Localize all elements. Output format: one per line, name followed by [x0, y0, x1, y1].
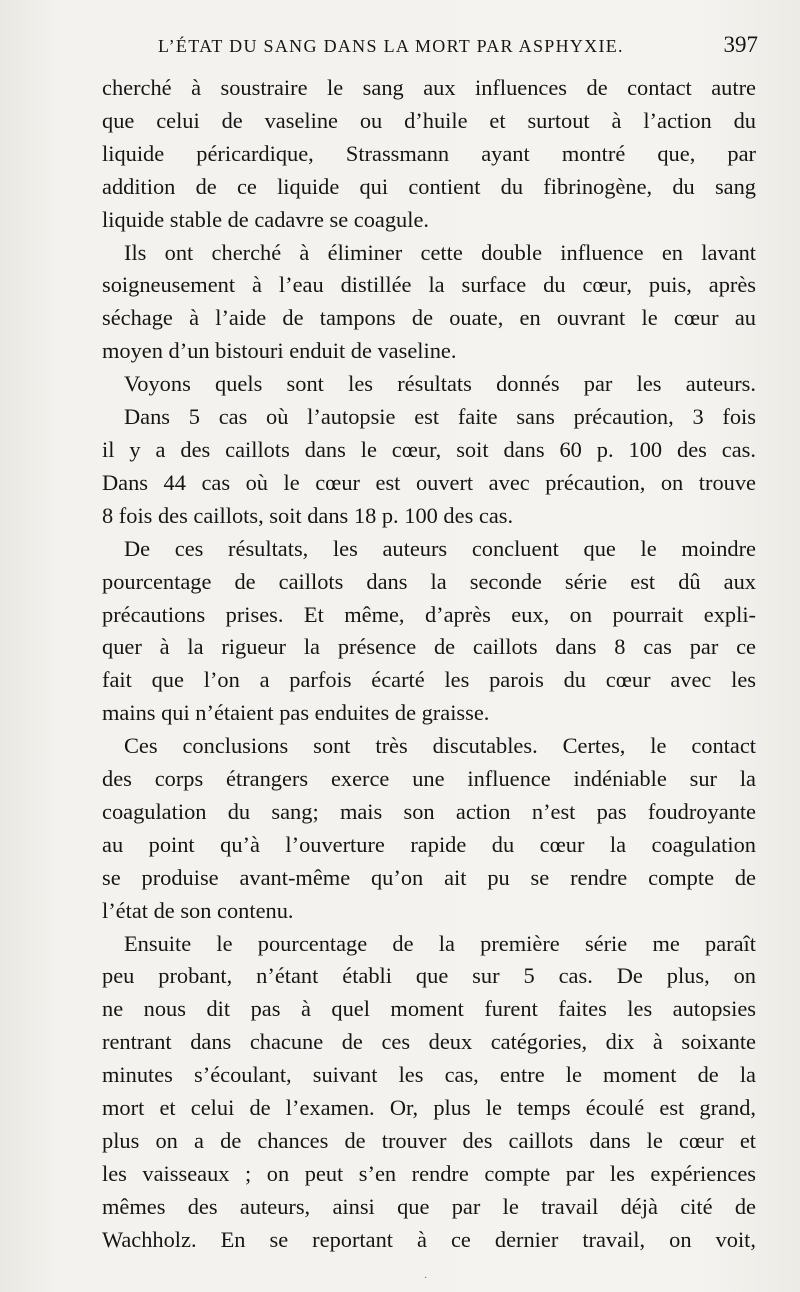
text-line: moyen d’un bistouri enduit de vaseline.: [102, 338, 457, 364]
text-line: addition de ce liquide qui contient du fibrinogène, du sang: [102, 173, 756, 199]
text-line: quer à la rigueur la présence de caillots dans 8 cas par ce: [102, 634, 756, 660]
text-line: que celui de vaseline ou d’huile et surtout à l’action du: [102, 107, 756, 133]
text-line: soigneusement à l’eau distillée la surface du cœur, puis, après: [102, 272, 756, 298]
text-line: Ils ont cherché à éliminer cette double influence en lavant: [124, 239, 756, 265]
page-number: 397: [723, 32, 758, 57]
text-line: pourcentage de caillots dans la seconde série est dû aux: [102, 568, 756, 594]
text-line: Voyons quels sont les résultats donnés par les auteurs.: [124, 371, 756, 397]
text-line: fait que l’on a parfois écarté les parois du cœur avec les: [102, 667, 756, 693]
text-line: précautions prises. Et même, d’après eux, on pourrait expli-: [102, 601, 756, 627]
text-line: ne nous dit pas à quel moment furent faites les autopsies: [102, 996, 756, 1022]
text-line: rentrant dans chacune de ces deux catégories, dix à soixante: [102, 1029, 756, 1055]
running-title: L’ÉTAT DU SANG DANS LA MORT PAR ASPHYXIE.: [158, 36, 624, 56]
text-line: séchage à l’aide de tampons de ouate, en ouvrant le cœur au: [102, 305, 756, 331]
text-line: liquide péricardique, Strassmann ayant montré que, par: [102, 140, 756, 166]
text-line: mains qui n’étaient pas enduites de graisse.: [102, 700, 490, 726]
body-text: [102, 72, 756, 1257]
text-line: Dans 5 cas où l’autopsie est faite sans précaution, 3 fois: [124, 404, 756, 430]
printer-mark: ·: [424, 1273, 428, 1284]
text-line: des corps étrangers exerce une influence indéniable sur la: [102, 766, 756, 792]
text-line: 8 fois des caillots, soit dans 18 p. 100 des cas.: [102, 502, 514, 528]
text-line: cherché à soustraire le sang aux influences de contact autre: [102, 75, 756, 100]
text-line: mêmes des auteurs, ainsi que par le travail déjà cité de: [102, 1193, 756, 1219]
text-line: Ces conclusions sont très discutables. Certes, le contact: [124, 733, 756, 759]
text-line: plus on a de chances de trouver des caillots dans le cœur et: [102, 1128, 756, 1153]
text-line: l’état de son contenu.: [102, 897, 294, 923]
text-line: minutes s’écoulant, suivant les cas, entre le moment de la: [102, 1062, 756, 1088]
text-line: mort et celui de l’examen. Or, plus le temps écoulé est grand,: [102, 1095, 756, 1121]
text-line: coagulation du sang; mais son action n’est pas foudroyante: [102, 798, 756, 824]
text-line: De ces résultats, les auteurs concluent que le moindre: [124, 535, 756, 561]
text-line: au point qu’à l’ouverture rapide du cœur la coagulation: [102, 831, 756, 857]
text-line: Ensuite le pourcentage de la première série me paraît: [124, 930, 756, 956]
text-line: il y a des caillots dans le cœur, soit dans 60 p. 100 des cas.: [102, 436, 756, 462]
text-line: liquide stable de cadavre se coagule.: [102, 206, 430, 232]
text-line: Wachholz. En se reportant à ce dernier travail, on voit,: [102, 1226, 756, 1252]
text-line: peu probant, n’étant établi que sur 5 cas. De plus, on: [102, 963, 756, 989]
text-line: les vaisseaux ; on peut s’en rendre compte par les expériences: [102, 1160, 756, 1186]
text-line: se produise avant-même qu’on ait pu se rendre compte de: [102, 864, 756, 890]
text-line: Dans 44 cas où le cœur est ouvert avec précaution, on trouve: [102, 469, 756, 495]
page-header: [100, 34, 760, 64]
